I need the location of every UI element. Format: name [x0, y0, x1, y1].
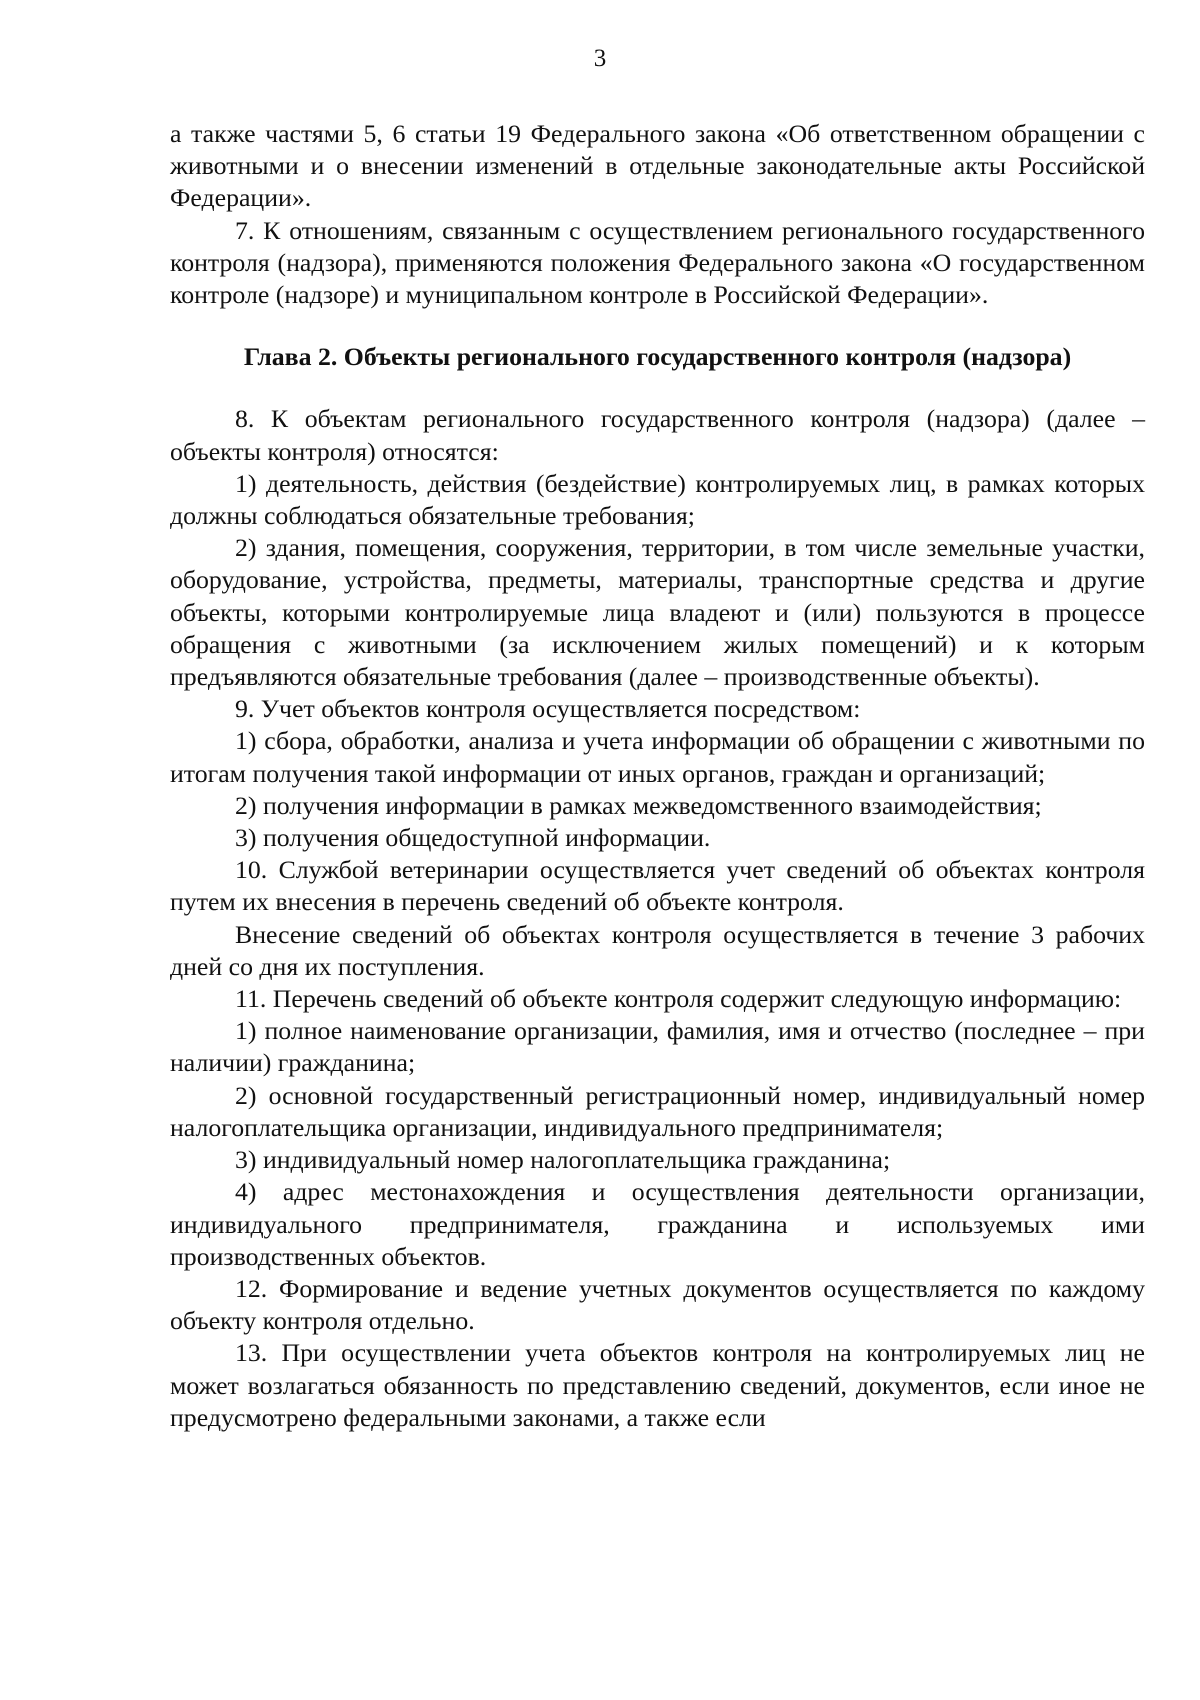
- paragraph-11-item-2: 2) основной государственный регистрационный номер, индивидуальный номер налогоплательщика организации, индивидуального предпринимателя;: [170, 1080, 1145, 1142]
- paragraph-9-item-2: 2) получения информации в рамках межведомственного взаимодействия;: [235, 790, 1042, 820]
- paragraph-10-part-2: Внесение сведений об объектах контроля осуществляется в течение 3 рабочих дней со дня их поступления.: [170, 919, 1145, 981]
- paragraph-11-item-1: 1) полное наименование организации, фамилия, имя и отчество (последнее – при наличии) гражданина;: [170, 1016, 1145, 1078]
- document-body: [170, 118, 1145, 1434]
- paragraph-7: 7. К отношениям, связанным с осуществлением регионального государственного контроля (надзора), применяются положения Федерального закона «О государственном контроле (надзоре) и муниципальном контроле в Российской Федерации».: [170, 215, 1145, 310]
- paragraph-8: 8. К объектам регионального государственного контроля (надзора) (далее – объекты контроля) относятся:: [170, 404, 1145, 466]
- paragraph-13: 13. При осуществлении учета объектов контроля на контролируемых лиц не может возлагаться обязанность по представлению сведений, документов, если иное не предусмотрено федеральными законами, а также если: [170, 1338, 1145, 1432]
- paragraph-11: 11. Перечень сведений об объекте контроля содержит следующую информацию:: [235, 984, 1122, 1014]
- paragraph-8-item-2: 2) здания, помещения, сооружения, территории, в том числе земельные участки, оборудование, устройства, предметы, материалы, транспортные средства и другие объекты, которыми контролируемые лица владеют и (или) пользуются в процессе обращения с животными (за исключением жилых помещений) и к которым предъявляются обязательные требования (далее – производственные объекты).: [170, 533, 1145, 692]
- chapter-2-heading: Глава 2. Объекты регионального государственного контроля (надзора): [243, 342, 1072, 372]
- continuation-paragraph: а также частями 5, 6 статьи 19 Федерального закона «Об ответственном обращении с животными и о внесении изменений в отдельные законодательные акты Российской Федерации».: [170, 119, 1145, 213]
- paragraph-8-item-1: 1) деятельность, действия (бездействие) контролируемых лиц, в рамках которых должны соблюдаться обязательные требования;: [170, 468, 1145, 531]
- paragraph-12: 12. Формирование и ведение учетных документов осуществляется по каждому объекту контроля отдельно.: [170, 1273, 1145, 1336]
- paragraph-9: 9. Учет объектов контроля осуществляется посредством:: [235, 694, 861, 724]
- paragraph-10: 10. Службой ветеринарии осуществляется учет сведений об объектах контроля путем их внесения в перечень сведений об объекте контроля.: [170, 855, 1145, 917]
- paragraph-9-item-3: 3) получения общедоступной информации.: [235, 823, 711, 853]
- paragraph-9-item-1: 1) сбора, обработки, анализа и учета информации об обращении с животными по итогам получения такой информации от иных органов, граждан и организаций;: [170, 726, 1145, 788]
- paragraph-11-item-3: 3) индивидуальный номер налогоплательщика гражданина;: [235, 1145, 891, 1175]
- paragraph-11-item-4: 4) адрес местонахождения и осуществления деятельности организации, индивидуального предпринимателя, гражданина и используемых ими производственных объектов.: [170, 1177, 1145, 1271]
- page-number: 3: [593, 45, 607, 72]
